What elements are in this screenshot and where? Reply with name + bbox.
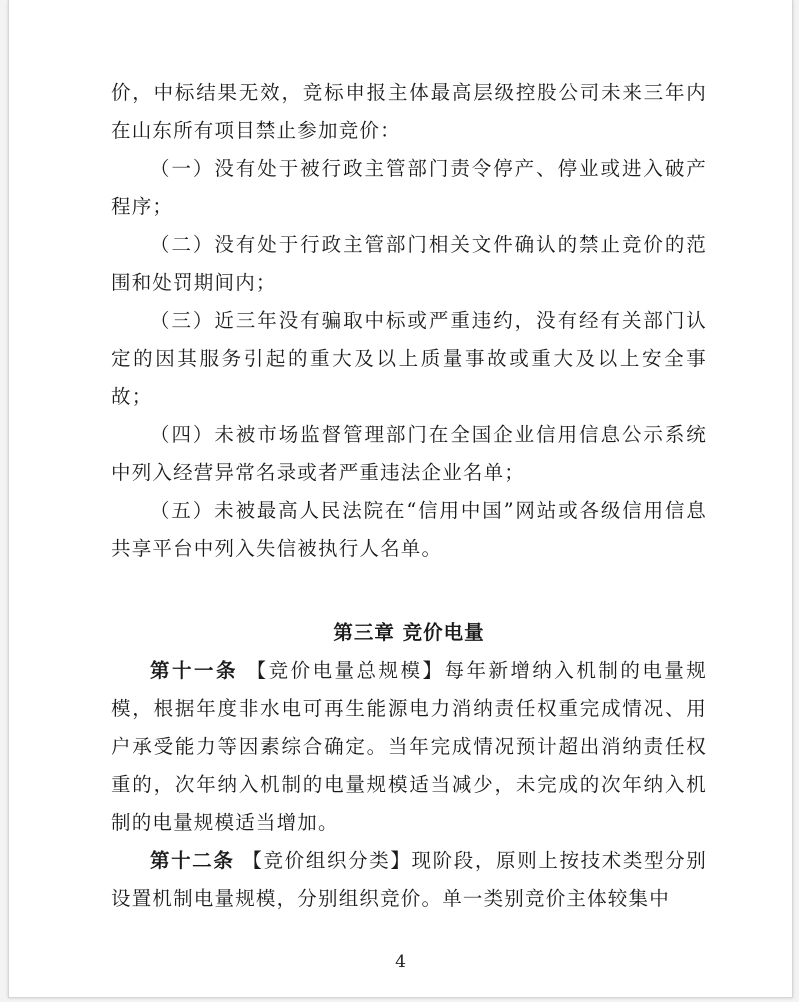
page-number: 4 — [395, 952, 406, 972]
article-12-text: 【竞价组织分类】现阶段，原则上按技术类型分别设置机制电量规模，分别组织竞价。单一类别竞价主体较集中 — [111, 849, 707, 910]
article-11-number: 第十一条 — [150, 659, 238, 682]
list-item-3: （三）近三年没有骗取中标或严重违约，没有经有关部门认定的因其服务引起的重大及以上质量事故或重大及以上安全事故； — [111, 309, 707, 408]
article-12-number: 第十二条 — [150, 849, 235, 872]
chapter-title: 第三章 竞价电量 — [333, 621, 485, 644]
list-item-5: （五）未被最高人民法院在“信用中国”网站或各级信用信息共享平台中列入失信被执行人名单。 — [111, 499, 707, 560]
article-11 — [111, 652, 707, 842]
document-page — [8, 0, 793, 998]
document-body — [111, 74, 707, 918]
article-12 — [111, 842, 707, 918]
list-item-4: （四）未被市场监督管理部门在全国企业信用信息公示系统中列入经营异常名录或者严重违法企业名单； — [111, 423, 707, 484]
list-item-2: （二）没有处于行政主管部门相关文件确认的禁止竞价的范围和处罚期间内； — [111, 233, 707, 294]
article-11-text: 【竞价电量总规模】每年新增纳入机制的电量规模，根据年度非水电可再生能源电力消纳责任权重完成情况、用户承受能力等因素综合确定。当年完成情况预计超出消纳责任权重的，次年纳入机制的电量规模适当减少，未完成的次年纳入机制的电量规模适当增加。 — [111, 659, 707, 834]
intro-paragraph: 价，中标结果无效，竞标申报主体最高层级控股公司未来三年内在山东所有项目禁止参加竞价： — [111, 81, 707, 142]
list-item-1: （一）没有处于被行政主管部门责令停产、停业或进入破产程序； — [111, 157, 707, 218]
